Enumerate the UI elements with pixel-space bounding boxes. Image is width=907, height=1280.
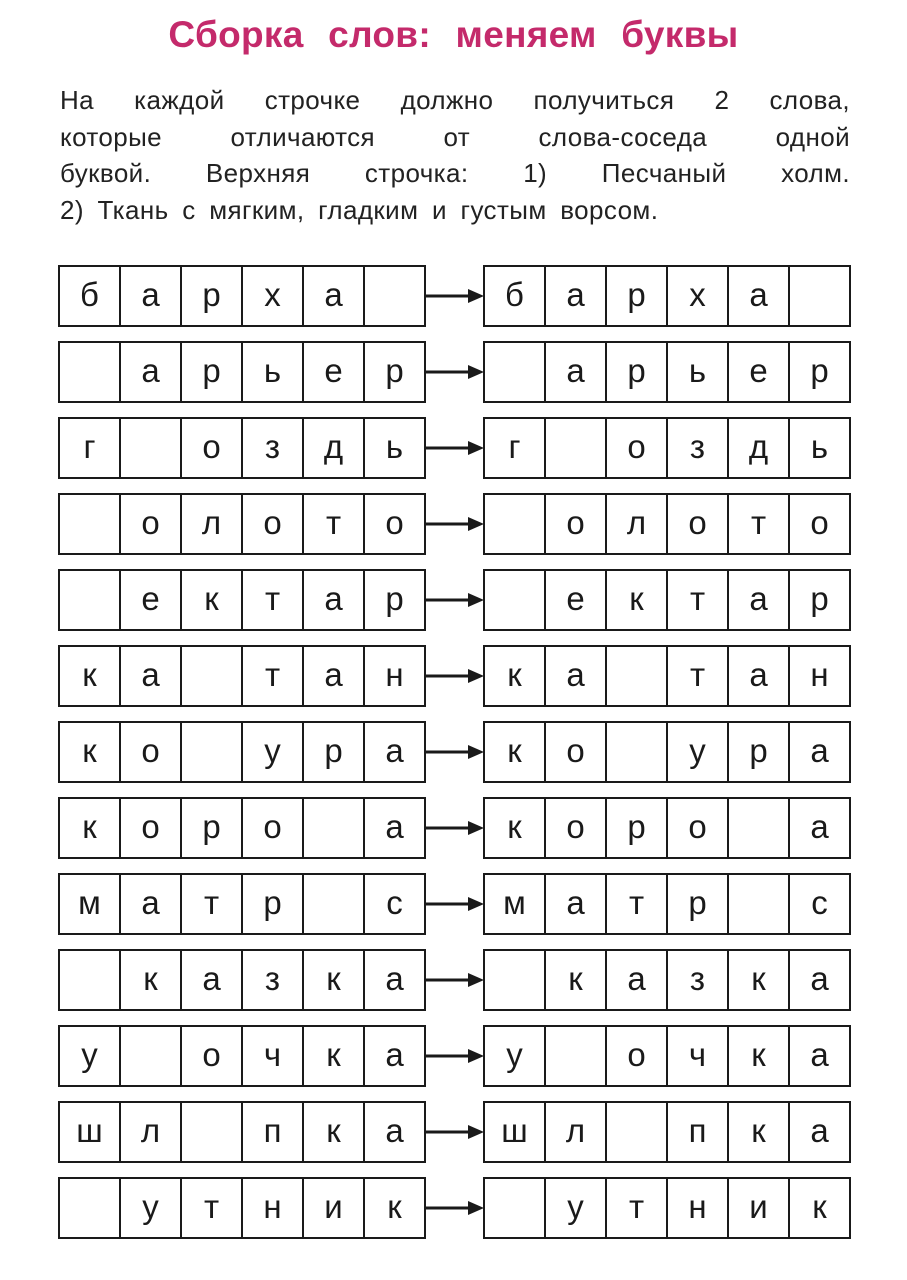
letter-cell: у: [668, 723, 729, 781]
letter-cell: а: [607, 951, 668, 1009]
letter-cell: т: [243, 647, 304, 705]
letter-cell: т: [607, 1179, 668, 1237]
letter-cell: п: [243, 1103, 304, 1161]
instruction-line: буквой. Верхняя строчка: 1) Песчаный холм.: [60, 158, 850, 188]
letter-cell-empty[interactable]: [729, 799, 790, 857]
letter-cell-empty[interactable]: [485, 343, 546, 401]
letter-cell: у: [243, 723, 304, 781]
word-row-right: [483, 1101, 851, 1163]
letter-cell-empty[interactable]: [546, 419, 607, 477]
letter-cell: с: [811, 883, 828, 921]
arrow-right-icon: [424, 818, 484, 838]
letter-cell: д: [729, 419, 790, 477]
letter-cell: а: [729, 267, 790, 325]
letter-cell: о: [546, 723, 607, 781]
letter-cell-empty[interactable]: [121, 419, 182, 477]
letter-cell: р: [810, 351, 829, 389]
letter-cell: к: [60, 723, 121, 781]
letter-cell: а: [729, 571, 790, 629]
letter-cell: х: [668, 267, 729, 325]
arrow-right-icon: [424, 590, 484, 610]
letter-cell: л: [546, 1103, 607, 1161]
letter-cell: о: [121, 799, 182, 857]
word-row-left: [58, 797, 426, 859]
letter-cell: д: [304, 419, 365, 477]
word-row-left: [58, 265, 426, 327]
letter-cell: з: [243, 419, 304, 477]
word-row-left: [58, 569, 426, 631]
letter-cell: а: [810, 807, 829, 845]
word-row-right: [483, 569, 851, 631]
letter-cell: т: [729, 495, 790, 553]
letter-cell: л: [607, 495, 668, 553]
letter-cell: е: [546, 571, 607, 629]
letter-cell: а: [546, 267, 607, 325]
letter-cell-empty[interactable]: [485, 495, 546, 553]
letter-cell: а: [810, 731, 829, 769]
letter-cell: а: [304, 571, 365, 629]
letter-cell: а: [385, 1111, 404, 1149]
letter-cell: н: [385, 655, 404, 693]
letter-cell: и: [729, 1179, 790, 1237]
letter-cell: р: [385, 351, 404, 389]
letter-cell: з: [243, 951, 304, 1009]
letter-cell: р: [182, 799, 243, 857]
letter-cell-empty[interactable]: [304, 875, 365, 933]
letter-cell: к: [729, 951, 790, 1009]
arrow-right-icon: [424, 1046, 484, 1066]
letter-cell: у: [60, 1027, 121, 1085]
letter-cell: т: [182, 875, 243, 933]
letter-cell: о: [810, 503, 829, 541]
word-row-left: [58, 1177, 426, 1239]
letter-cell: к: [485, 799, 546, 857]
word-row-left: [58, 341, 426, 403]
letter-cell: л: [121, 1103, 182, 1161]
letter-cell: к: [121, 951, 182, 1009]
letter-cell-empty[interactable]: [485, 951, 546, 1009]
letter-cell: ч: [243, 1027, 304, 1085]
word-row-left: [58, 493, 426, 555]
letter-cell: г: [485, 419, 546, 477]
letter-cell: к: [60, 647, 121, 705]
letter-cell: а: [810, 959, 829, 997]
letter-cell: к: [60, 799, 121, 857]
letter-cell: т: [304, 495, 365, 553]
letter-cell: р: [304, 723, 365, 781]
instructions: [60, 82, 850, 228]
letter-cell: е: [729, 343, 790, 401]
letter-cell: а: [182, 951, 243, 1009]
letter-cell: и: [304, 1179, 365, 1237]
letter-cell-empty[interactable]: [60, 571, 121, 629]
word-row-right: [483, 417, 851, 479]
word-row-right: [483, 265, 851, 327]
instruction-line: 2) Ткань с мягким, гладким и густым ворсом.: [60, 194, 659, 225]
arrow-right-icon: [424, 1122, 484, 1142]
letter-cell: ь: [810, 427, 829, 465]
letter-cell: у: [485, 1027, 546, 1085]
letter-cell-empty[interactable]: [485, 1179, 546, 1237]
letter-cell: р: [729, 723, 790, 781]
letter-cell: а: [385, 959, 404, 997]
letter-cell-empty[interactable]: [607, 647, 668, 705]
letter-cell: а: [729, 647, 790, 705]
letter-cell: ш: [60, 1103, 121, 1161]
letter-cell-empty[interactable]: [607, 1103, 668, 1161]
letter-cell: н: [668, 1179, 729, 1237]
letter-cell: к: [304, 1103, 365, 1161]
letter-cell: а: [304, 647, 365, 705]
instruction-line: На каждой строчке должно получиться 2 слова,: [60, 85, 850, 115]
letter-cell: р: [182, 343, 243, 401]
word-row-right: [483, 645, 851, 707]
letter-cell: а: [546, 647, 607, 705]
letter-cell-empty[interactable]: [790, 267, 849, 325]
letter-cell-empty[interactable]: [485, 571, 546, 629]
word-row-right: [483, 949, 851, 1011]
letter-cell: ь: [385, 427, 404, 465]
letter-cell-empty[interactable]: [546, 1027, 607, 1085]
letter-cell: ч: [668, 1027, 729, 1085]
letter-cell: б: [485, 267, 546, 325]
letter-cell-empty[interactable]: [607, 723, 668, 781]
letter-cell: к: [485, 647, 546, 705]
arrow-right-icon: [424, 438, 484, 458]
letter-cell: м: [485, 875, 546, 933]
letter-cell: т: [182, 1179, 243, 1237]
letter-cell: а: [121, 343, 182, 401]
word-row-right: [483, 493, 851, 555]
letter-cell: а: [385, 1035, 404, 1073]
letter-cell: о: [182, 1027, 243, 1085]
letter-cell: г: [60, 419, 121, 477]
letter-cell-empty[interactable]: [182, 1103, 243, 1161]
letter-cell: у: [546, 1179, 607, 1237]
arrow-right-icon: [424, 514, 484, 534]
letter-cell: р: [607, 343, 668, 401]
letter-cell: т: [243, 571, 304, 629]
letter-cell: о: [546, 799, 607, 857]
letter-cell: к: [729, 1027, 790, 1085]
letter-cell: б: [60, 267, 121, 325]
letter-cell: к: [485, 723, 546, 781]
word-row-left: [58, 645, 426, 707]
letter-cell: к: [304, 1027, 365, 1085]
letter-cell: р: [810, 579, 829, 617]
letter-cell: к: [546, 951, 607, 1009]
letter-cell: ь: [668, 343, 729, 401]
letter-cell: р: [668, 875, 729, 933]
word-row-left: [58, 1025, 426, 1087]
letter-cell-empty[interactable]: [182, 723, 243, 781]
letter-cell-empty[interactable]: [182, 647, 243, 705]
letter-cell: к: [812, 1187, 827, 1225]
word-row-left: [58, 873, 426, 935]
arrow-right-icon: [424, 666, 484, 686]
letter-cell: о: [607, 419, 668, 477]
letter-cell: т: [607, 875, 668, 933]
letter-cell: р: [182, 267, 243, 325]
letter-cell-empty[interactable]: [121, 1027, 182, 1085]
letter-cell: е: [121, 571, 182, 629]
letter-cell: т: [668, 571, 729, 629]
word-row-right: [483, 1025, 851, 1087]
letter-cell: е: [304, 343, 365, 401]
letter-cell: а: [121, 267, 182, 325]
letter-cell: к: [304, 951, 365, 1009]
letter-cell: а: [385, 807, 404, 845]
letter-cell: м: [60, 875, 121, 933]
letter-cell: р: [243, 875, 304, 933]
letter-cell: о: [121, 495, 182, 553]
letter-cell: н: [810, 655, 829, 693]
letter-cell: з: [668, 419, 729, 477]
letter-cell: а: [121, 875, 182, 933]
letter-cell: х: [243, 267, 304, 325]
letter-cell: о: [546, 495, 607, 553]
letter-cell: о: [607, 1027, 668, 1085]
letter-cell-empty[interactable]: [60, 343, 121, 401]
letter-cell: к: [607, 571, 668, 629]
letter-cell: а: [810, 1035, 829, 1073]
letter-cell: а: [121, 647, 182, 705]
page-title: Сборка слов: меняем буквы: [168, 14, 739, 55]
letter-cell: о: [182, 419, 243, 477]
word-row-left: [58, 417, 426, 479]
arrow-right-icon: [424, 1198, 484, 1218]
letter-cell: н: [243, 1179, 304, 1237]
letter-cell: о: [121, 723, 182, 781]
letter-cell: у: [121, 1179, 182, 1237]
word-row-right: [483, 721, 851, 783]
letter-cell-empty[interactable]: [60, 951, 121, 1009]
instruction-line: которые отличаются от слова-соседа одной: [60, 121, 850, 152]
letter-cell: о: [385, 503, 404, 541]
letter-cell: а: [385, 731, 404, 769]
letter-cell: о: [668, 495, 729, 553]
letter-cell: а: [546, 343, 607, 401]
letter-cell-empty[interactable]: [729, 875, 790, 933]
word-row-right: [483, 1177, 851, 1239]
arrow-right-icon: [424, 970, 484, 990]
letter-cell-empty[interactable]: [365, 267, 424, 325]
letter-cell: к: [387, 1187, 402, 1225]
word-row-right: [483, 797, 851, 859]
letter-cell-empty[interactable]: [304, 799, 365, 857]
letter-cell: о: [243, 495, 304, 553]
letter-cell: с: [386, 883, 403, 921]
word-row-right: [483, 341, 851, 403]
arrow-right-icon: [424, 362, 484, 382]
letter-cell: а: [810, 1111, 829, 1149]
letter-cell: т: [668, 647, 729, 705]
letter-cell: з: [668, 951, 729, 1009]
letter-cell-empty[interactable]: [60, 495, 121, 553]
letter-cell: р: [385, 579, 404, 617]
letter-cell: ь: [243, 343, 304, 401]
letter-cell: о: [668, 799, 729, 857]
word-row-left: [58, 949, 426, 1011]
letter-cell: р: [607, 799, 668, 857]
letter-cell: к: [729, 1103, 790, 1161]
arrow-right-icon: [424, 286, 484, 306]
letter-cell: ш: [485, 1103, 546, 1161]
letter-cell: а: [546, 875, 607, 933]
letter-cell: п: [668, 1103, 729, 1161]
word-row-left: [58, 721, 426, 783]
letter-cell: р: [607, 267, 668, 325]
letter-cell: а: [304, 267, 365, 325]
letter-cell-empty[interactable]: [60, 1179, 121, 1237]
letter-cell: о: [243, 799, 304, 857]
arrow-right-icon: [424, 742, 484, 762]
letter-cell: л: [182, 495, 243, 553]
word-row-left: [58, 1101, 426, 1163]
letter-cell: к: [182, 571, 243, 629]
word-row-right: [483, 873, 851, 935]
arrow-right-icon: [424, 894, 484, 914]
